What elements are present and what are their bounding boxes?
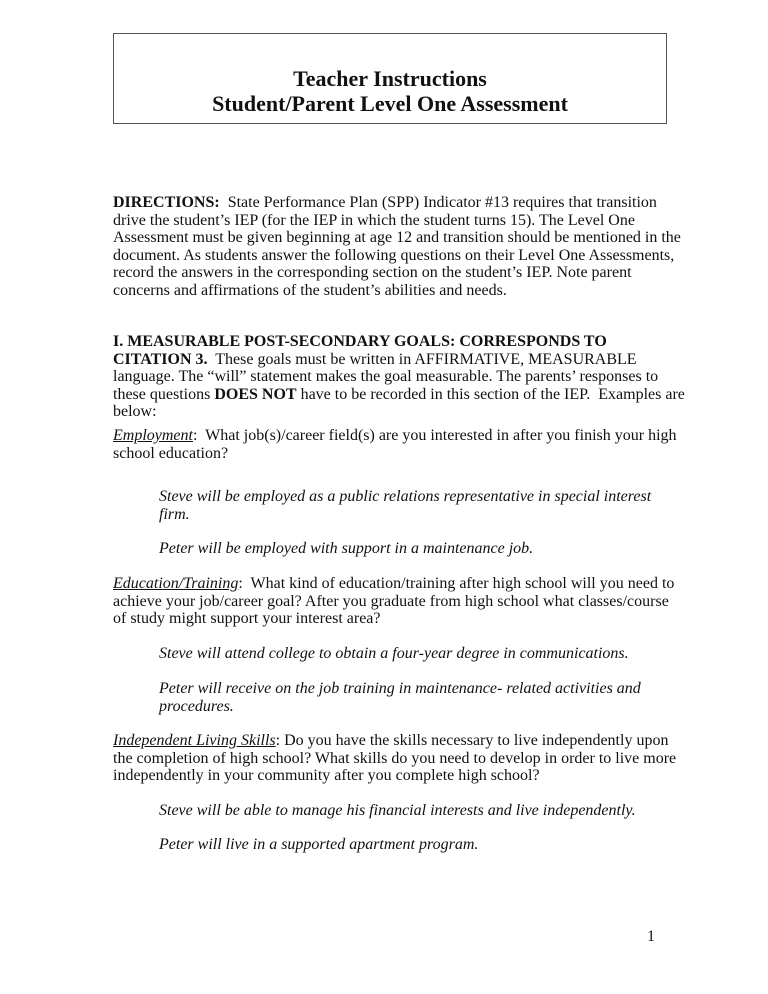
independent-text: independently in your community after you complete high school? [113, 767, 540, 784]
education-text: of study might support your interest area? [113, 610, 381, 627]
employment-text: : What job(s)/career field(s) are you interested in after you finish your high [192, 427, 677, 444]
does-not-emphasis: DOES NOT [214, 385, 297, 403]
title-box [113, 33, 667, 124]
section-1-heading: I. MEASURABLE POST-SECONDARY GOALS: CORRESPONDS TO [113, 333, 607, 350]
citation-label: CITATION 3. [113, 350, 208, 368]
section-1-paragraph [113, 333, 685, 421]
directions-text: Assessment must be given beginning at age 12 and transition should be mentioned in the [113, 229, 681, 246]
independent-text: the completion of high school? What skills do you need to develop in order to live more [113, 749, 677, 767]
example-text: procedures. [159, 697, 234, 715]
directions-paragraph [113, 194, 681, 299]
page-subtitle: Student/Parent Level One Assessment [212, 91, 568, 116]
independent-text: : Do you have the skills necessary to live independently upon [275, 732, 669, 749]
example-text: Steve will be able to manage his financial interests and live independently. [159, 802, 636, 819]
education-question [113, 575, 674, 628]
education-label: Education/Training [113, 575, 239, 592]
directions-text: State Performance Plan (SPP) Indicator #13 requires that transition [219, 194, 657, 211]
directions-text: drive the student’s IEP (for the IEP in which the student turns 15). The Level One [113, 211, 635, 229]
education-text: : What kind of education/training after high school will you need to [238, 575, 675, 592]
employment-example-peter [159, 540, 533, 558]
example-text: Peter will be employed with support in a maintenance job. [159, 540, 534, 557]
education-example-steve [159, 645, 629, 663]
independent-example-steve [159, 802, 636, 820]
directions-text: concerns and affirmations of the student’s abilities and needs. [113, 281, 507, 299]
example-text: Peter will live in a supported apartment program. [159, 836, 479, 853]
independent-example-peter [159, 836, 478, 854]
section-1-text: have to be recorded in this section of the IEP. Examples are [296, 385, 685, 403]
section-1-text: these questions [113, 385, 215, 403]
example-text: Steve will attend college to obtain a four-year degree in communications. [159, 645, 629, 662]
directions-text: document. As students answer the following questions on their Level One Assessments, [113, 246, 675, 264]
example-text: firm. [159, 505, 190, 523]
section-1-text: These goals must be written in AFFIRMATIVE, MEASURABLE [207, 350, 637, 368]
independent-question [113, 732, 676, 785]
education-text: achieve your job/career goal? After you graduate from high school what classes/course [113, 592, 669, 610]
employment-example-steve [159, 488, 651, 523]
example-text: Peter will receive on the job training in maintenance- related activities and [159, 680, 641, 697]
section-1-text: language. The “will” statement makes the goal measurable. The parents’ responses to [113, 368, 659, 385]
employment-label: Employment [113, 427, 193, 444]
directions-label: DIRECTIONS: [113, 194, 220, 211]
section-1-text: below: [113, 403, 157, 420]
example-text: Steve will be employed as a public relations representative in special interest [159, 488, 652, 505]
page-number: 1 [647, 928, 655, 945]
page-title: Teacher Instructions [293, 66, 487, 91]
independent-label: Independent Living Skills [113, 732, 276, 749]
education-example-peter [159, 680, 641, 715]
employment-text: school education? [113, 444, 229, 462]
employment-question [113, 427, 677, 462]
directions-text: record the answers in the corresponding section on the student’s IEP. Note parent [113, 264, 632, 281]
